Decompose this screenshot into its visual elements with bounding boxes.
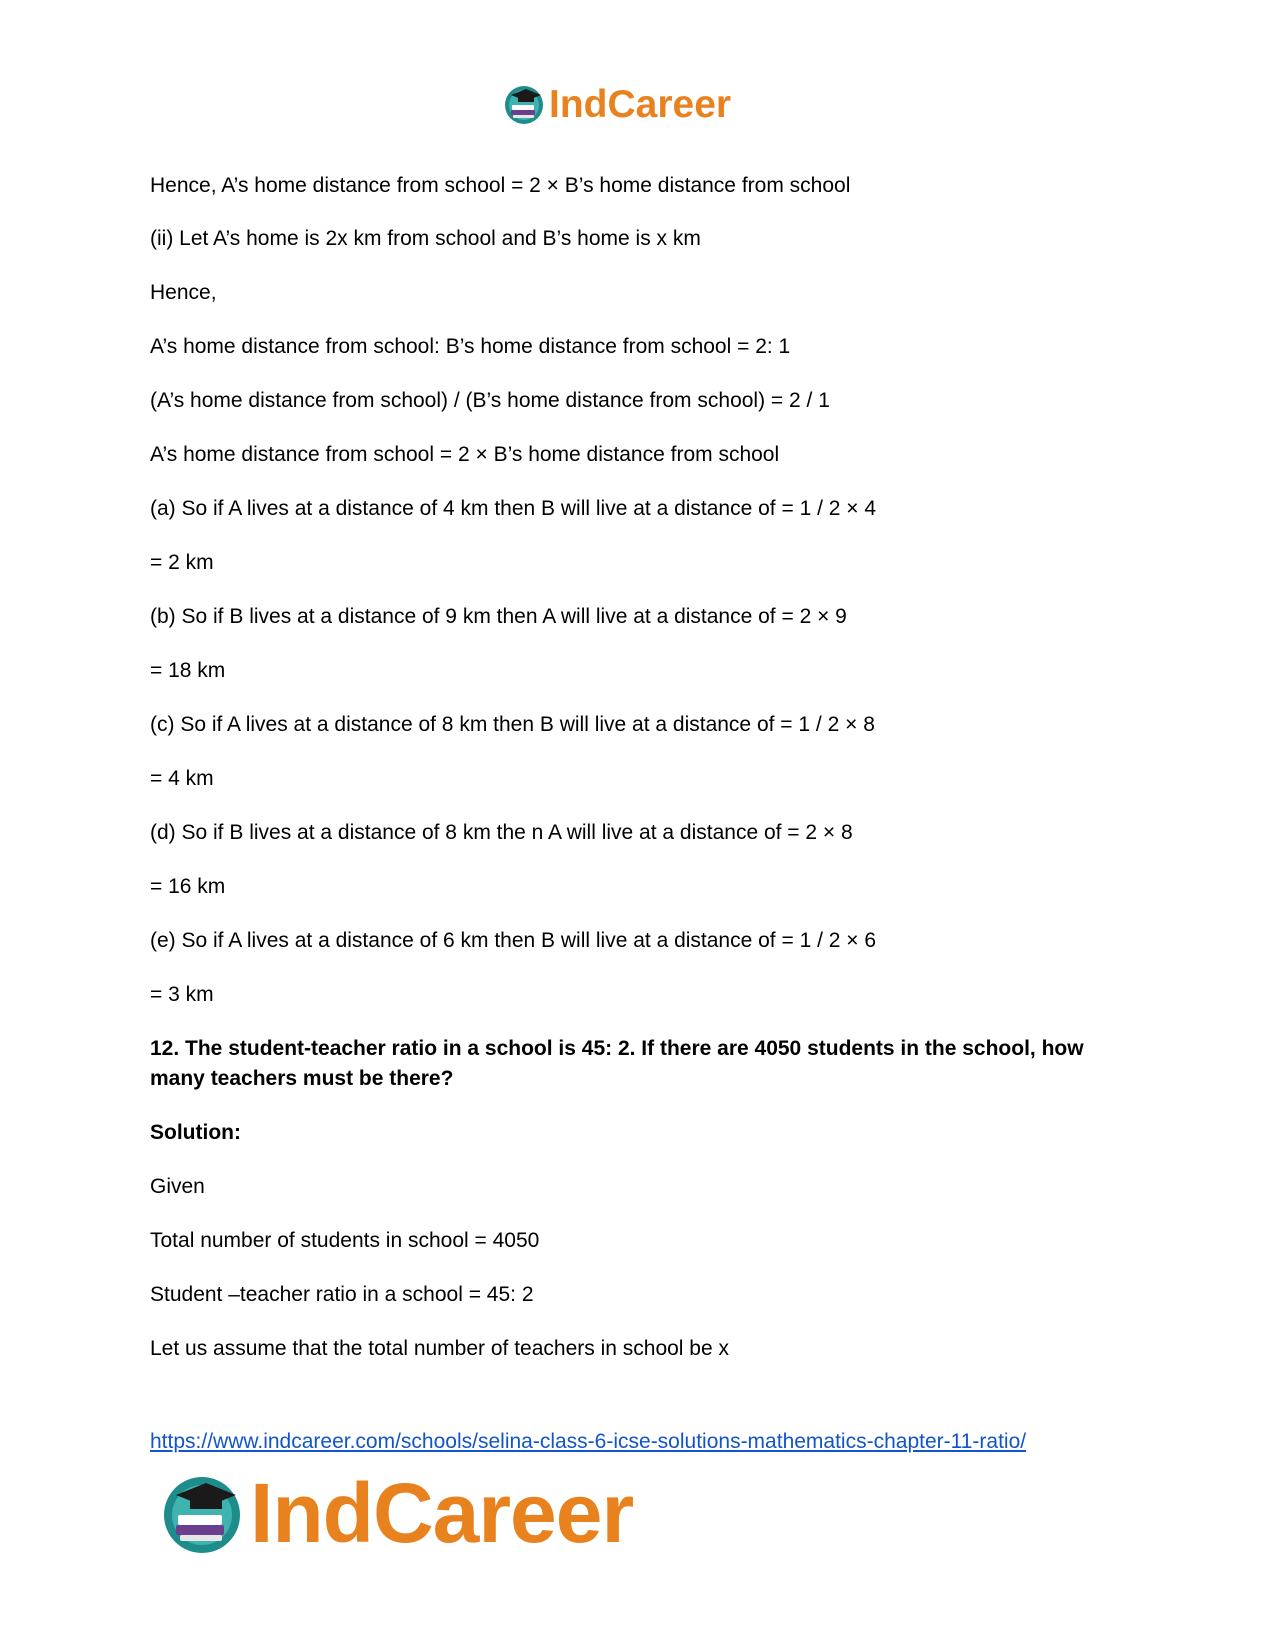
text-line: A’s home distance from school: B’s home distance from school = 2: 1 — [150, 335, 791, 358]
text-line: (b) So if B lives at a distance of 9 km then A will live at a distance of = 2 × 9 — [150, 605, 847, 628]
solution-label: Solution: — [150, 1121, 241, 1144]
graduation-cap-books-globe-icon — [160, 1471, 244, 1555]
text-line: Student –teacher ratio in a school = 45: 2 — [150, 1283, 534, 1306]
text-line: Let us assume that the total number of teachers in school be x — [150, 1337, 729, 1360]
text-line: = 18 km — [150, 659, 226, 682]
header-logo — [503, 80, 731, 128]
text-line: (ii) Let A’s home is 2x km from school and B’s home is x km — [150, 227, 701, 250]
text-line: Total number of students in school = 4050 — [150, 1229, 540, 1252]
text-line: (c) So if A lives at a distance of 8 km then B will live at a distance of = 1 / 2 × 8 — [150, 713, 875, 736]
brand-wordmark: IndCareer — [549, 82, 732, 126]
footer-logo — [160, 1468, 633, 1558]
text-line: Hence, A’s home distance from school = 2 × B’s home distance from school — [150, 174, 851, 197]
text-line: Hence, — [150, 281, 217, 304]
text-line: = 16 km — [150, 875, 226, 898]
text-line: = 4 km — [150, 767, 214, 790]
text-line: A’s home distance from school = 2 × B’s home distance from school — [150, 443, 780, 466]
text-line: (A’s home distance from school) / (B’s home distance from school) = 2 / 1 — [150, 389, 830, 412]
brand-wordmark: IndCareer — [250, 1466, 634, 1560]
text-line: Given — [150, 1175, 205, 1198]
text-line: = 3 km — [150, 983, 214, 1006]
text-line: = 2 km — [150, 551, 214, 574]
graduation-cap-books-globe-icon — [503, 83, 545, 125]
text-line: (e) So if A lives at a distance of 6 km then B will live at a distance of = 1 / 2 × 6 — [150, 929, 877, 952]
text-line: (a) So if A lives at a distance of 4 km then B will live at a distance of = 1 / 2 × 4 — [150, 497, 877, 520]
question-heading: 12. The student-teacher ratio in a school is 45: 2. If there are 4050 students in the school, how many teachers must be there? — [150, 1037, 1084, 1090]
text-line: (d) So if B lives at a distance of 8 km the n A will live at a distance of = 2 × 8 — [150, 821, 853, 844]
source-url-link[interactable]: https://www.indcareer.com/schools/selina-class-6-icse-solutions-mathematics-chapter-11-ratio/ — [150, 1430, 1027, 1453]
